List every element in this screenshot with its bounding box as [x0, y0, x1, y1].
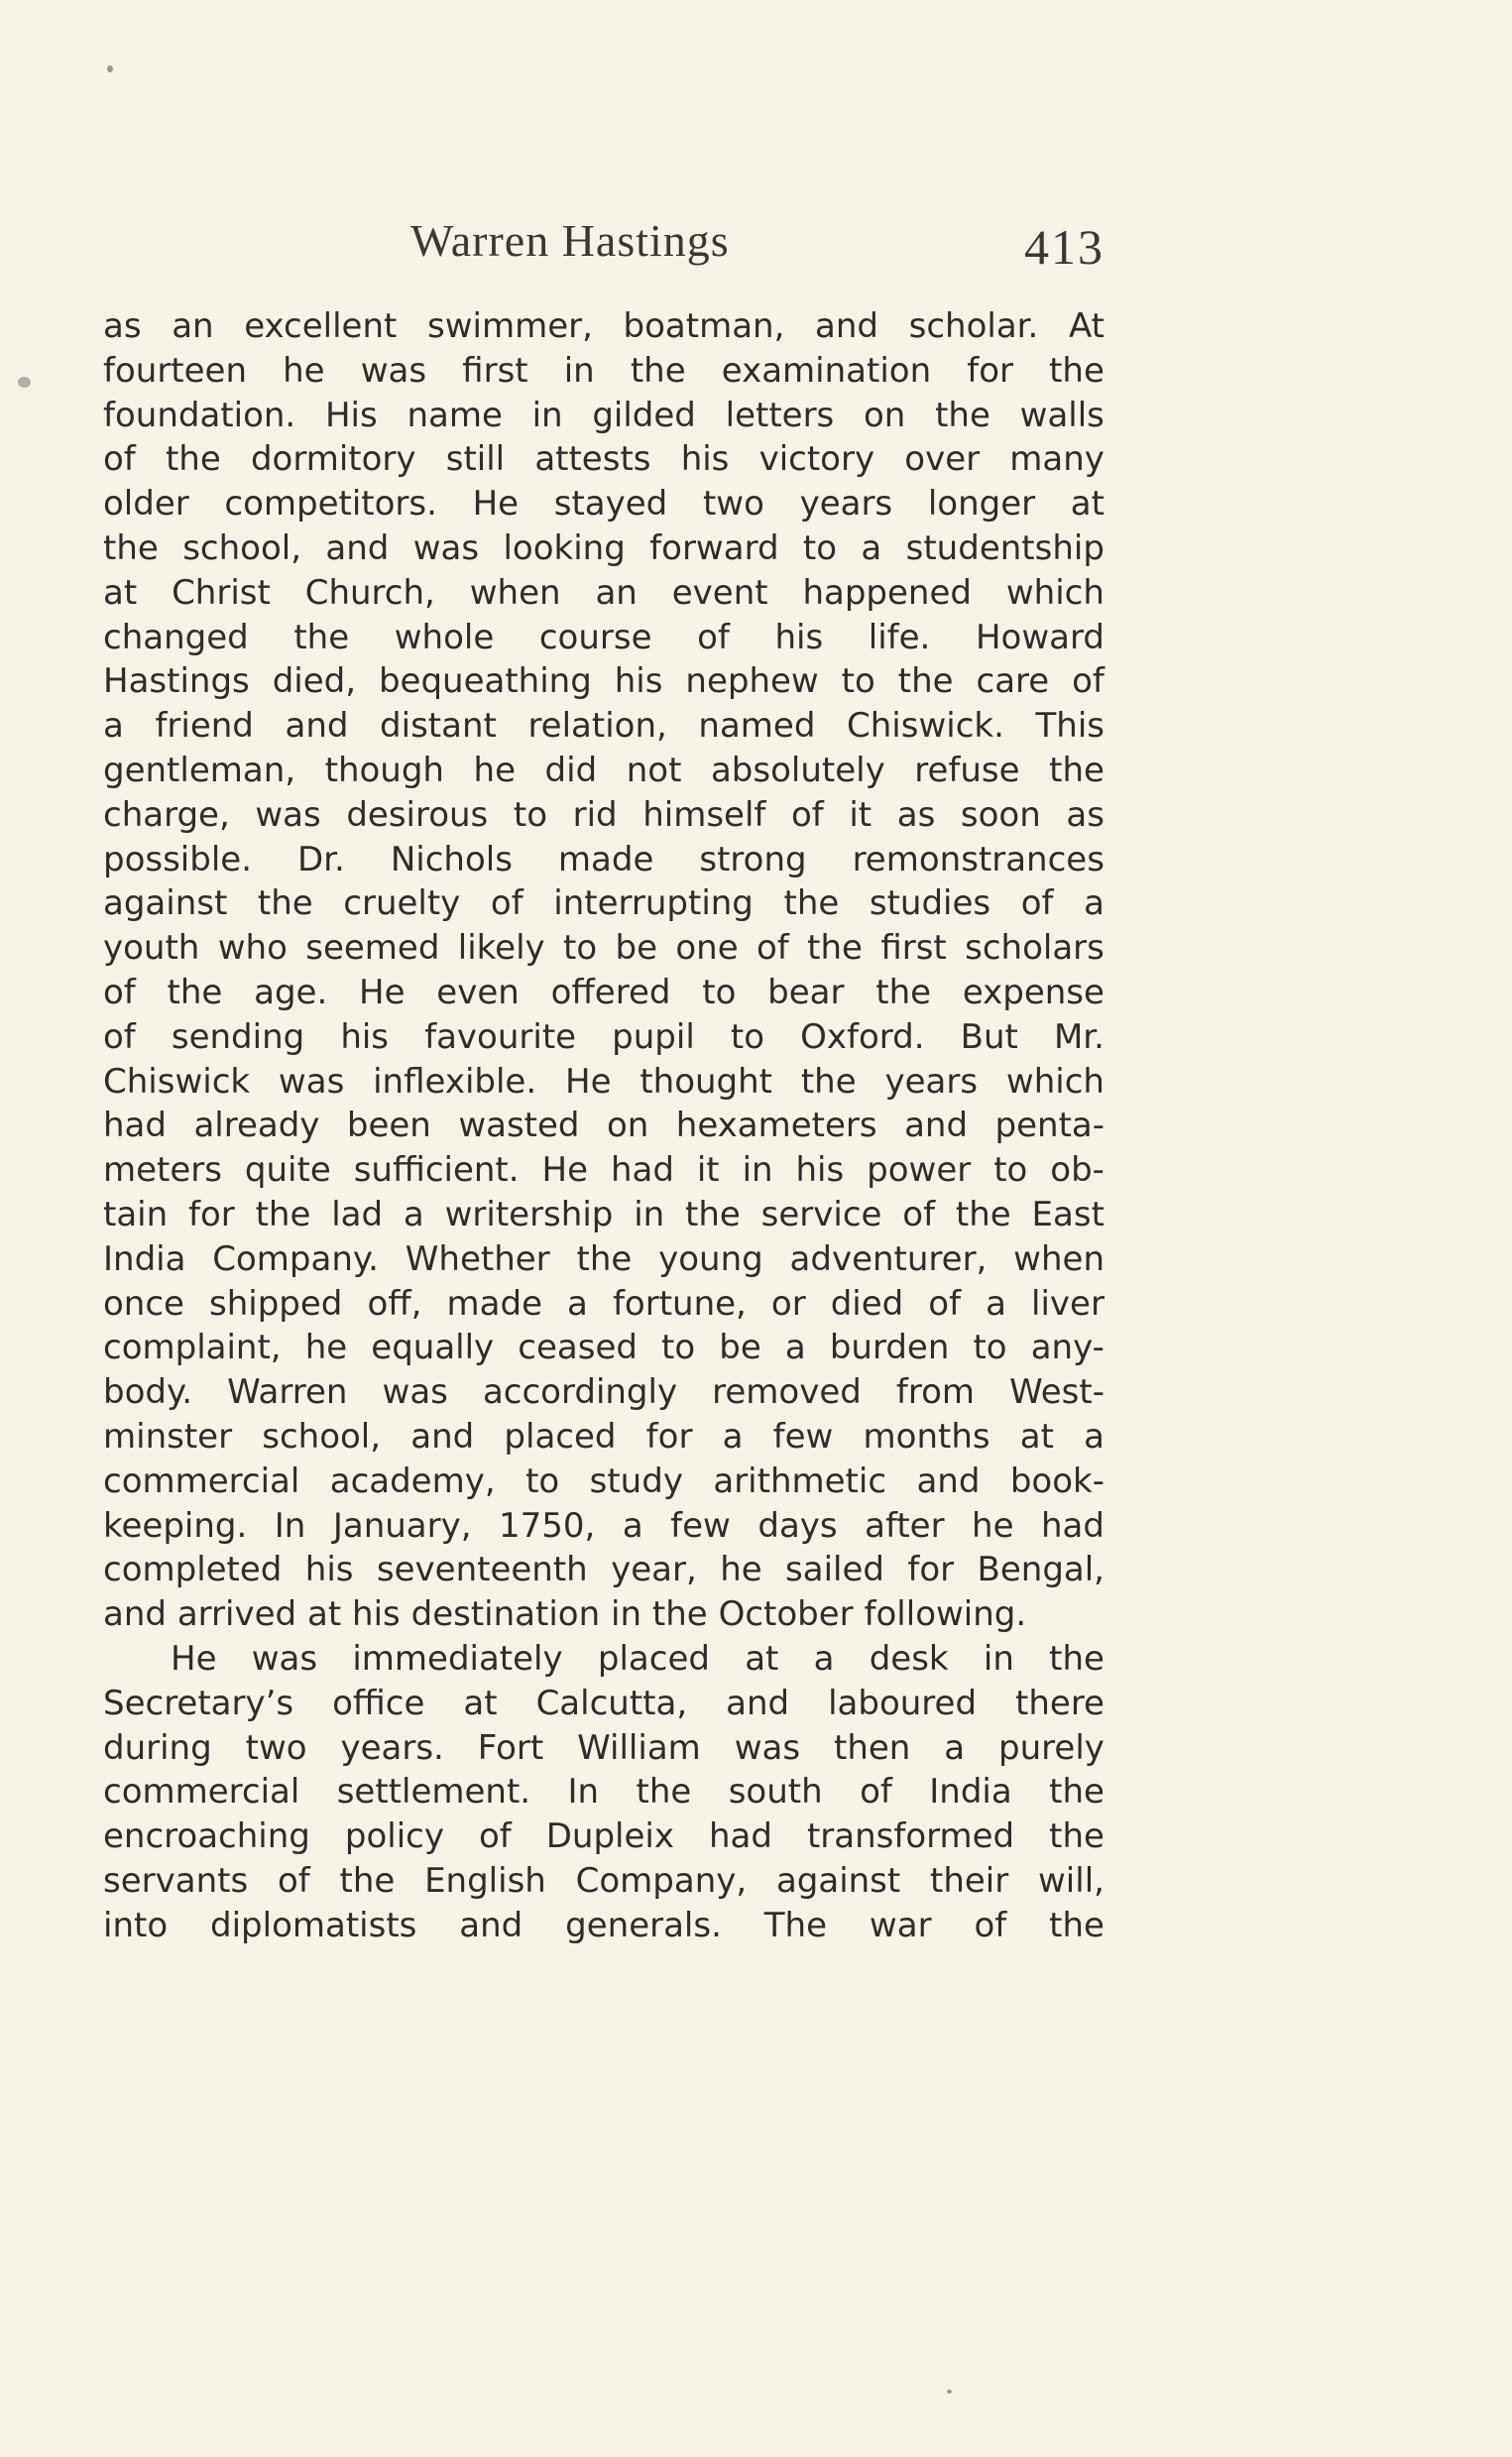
text-line: fourteen he was first in the examination for the: [103, 350, 1105, 391]
text-line: gentleman, though he did not absolutely refuse the: [103, 750, 1105, 790]
text-line: changed the whole course of his life. Howard: [103, 617, 1105, 657]
body-text: [103, 304, 1105, 1947]
text-line: of the dormitory still attests his victory over many: [103, 439, 1105, 480]
running-title: Warren Hastings: [410, 215, 730, 266]
text-line: had already been wasted on hexameters and penta-: [103, 1106, 1105, 1146]
text-line: during two years. Fort William was then a purely: [103, 1727, 1105, 1768]
text-line: complaint, he equally ceased to be a burden to any-: [103, 1328, 1105, 1368]
text-line: a friend and distant relation, named Chiswick. This: [103, 706, 1105, 747]
paper-speck: [947, 2390, 952, 2394]
text-line: older competitors. He stayed two years longer at: [103, 484, 1105, 525]
paper-speck: [18, 377, 31, 388]
text-line: completed his seventeenth year, he sailed for Bengal,: [103, 1550, 1105, 1590]
text-line: of sending his favourite pupil to Oxford. But Mr.: [103, 1016, 1105, 1057]
text-line: into diplomatists and generals. The war of the: [103, 1905, 1105, 1945]
text-line: commercial academy, to study arithmetic and book-: [103, 1461, 1105, 1501]
text-line: and arrived at his destination in the October following.: [103, 1594, 1027, 1635]
text-line: minster school, and placed for a few months at a: [103, 1416, 1105, 1457]
text-line: the school, and was looking forward to a studentship: [103, 527, 1105, 568]
text-line: of the age. He even offered to bear the expense: [103, 972, 1105, 1012]
page-header: [103, 208, 1105, 278]
text-line: body. Warren was accordingly removed from West-: [103, 1372, 1105, 1413]
text-line: India Company. Whether the young adventurer, when: [103, 1238, 1105, 1279]
text-line: tain for the lad a writership in the service of the East: [103, 1194, 1105, 1234]
text-line: meters quite sufficient. He had it in his power to ob-: [103, 1150, 1105, 1191]
text-line: commercial settlement. In the south of India the: [103, 1772, 1105, 1813]
text-line: against the cruelty of interrupting the studies of a: [103, 883, 1105, 924]
text-line: possible. Dr. Nichols made strong remonstrances: [103, 839, 1105, 879]
text-line: servants of the English Company, against their will,: [103, 1860, 1105, 1901]
page-number: 413: [1024, 219, 1105, 275]
text-line: encroaching policy of Dupleix had transformed the: [103, 1816, 1105, 1857]
text-line: Chiswick was inflexible. He thought the years which: [103, 1061, 1105, 1102]
text-line: foundation. His name in gilded letters on the walls: [103, 395, 1105, 435]
text-line: at Christ Church, when an event happened which: [103, 572, 1105, 613]
text-line: Hastings died, bequeathing his nephew to the care of: [103, 661, 1105, 702]
paper-speck: [107, 65, 113, 72]
text-line: Secretary’s office at Calcutta, and laboured there: [103, 1683, 1105, 1723]
text-line: youth who seemed likely to be one of the first scholars: [103, 928, 1105, 969]
text-line: charge, was desirous to rid himself of it as soon as: [103, 794, 1105, 835]
text-line: as an excellent swimmer, boatman, and scholar. At: [103, 306, 1105, 346]
text-line: He was immediately placed at a desk in the: [171, 1638, 1105, 1679]
text-line: keeping. In January, 1750, a few days after he had: [103, 1505, 1105, 1546]
text-line: once shipped off, made a fortune, or died of a liver: [103, 1283, 1105, 1324]
